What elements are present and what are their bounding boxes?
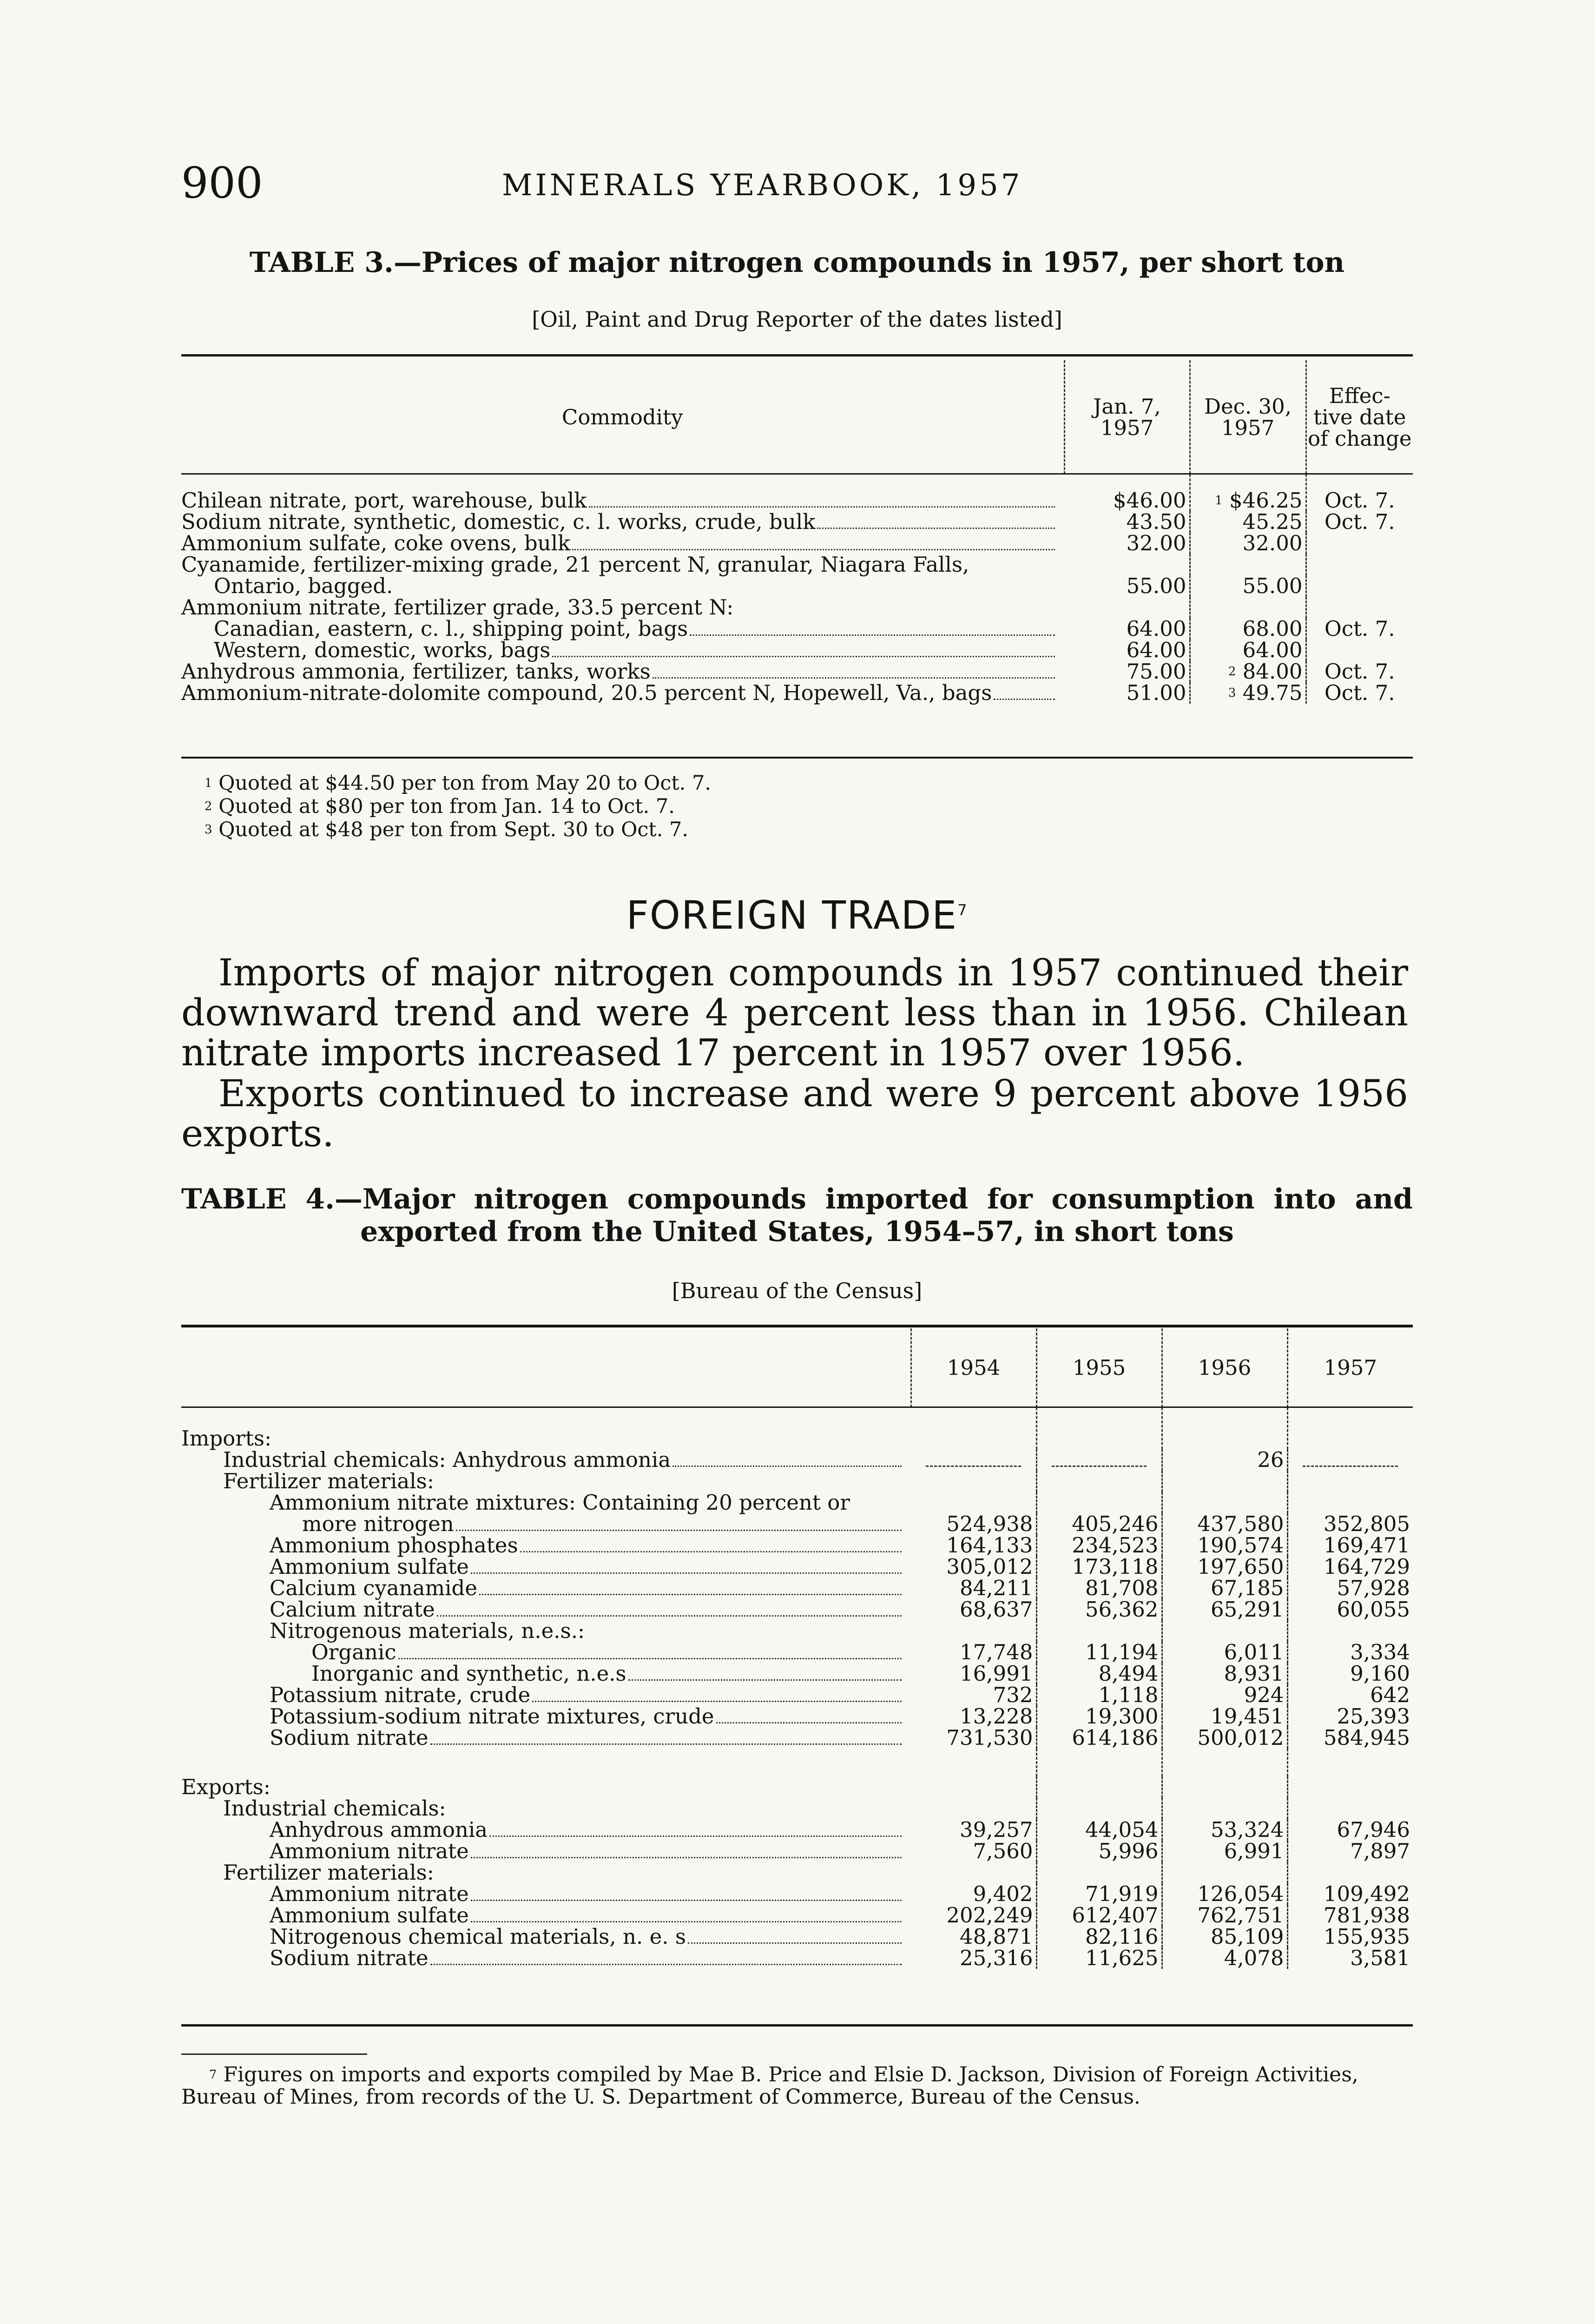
table4-value-1955: 81,708	[1036, 1578, 1162, 1599]
table4-row	[181, 1642, 1413, 1663]
table4-value-1955: 44,054	[1036, 1819, 1162, 1841]
table4-value-1955	[1036, 1471, 1162, 1492]
dot-leader	[479, 1594, 902, 1595]
table4-value-1954: 305,012	[911, 1556, 1036, 1578]
table4-value-1955: 11,625	[1036, 1948, 1162, 1969]
page-number: 900	[181, 158, 263, 208]
dot-leader	[688, 1942, 902, 1944]
table3-jan-value	[1064, 597, 1190, 618]
table4	[181, 1328, 1413, 1969]
table4-row	[181, 1449, 1413, 1471]
table4-value-1957	[1287, 1471, 1413, 1492]
table3-row-label: Sodium nitrate, synthetic, domestic, c. l. works, crude, bulk	[181, 511, 1064, 533]
dot-leader	[994, 699, 1055, 700]
section-heading-foreign-trade: FOREIGN TRADE$^7$	[626, 892, 968, 938]
table4-row-label	[181, 1749, 911, 1776]
table3-row	[181, 640, 1413, 661]
table3-jan-value	[1064, 554, 1190, 575]
table4-value-1954: 202,249	[911, 1905, 1036, 1926]
table3-col-commodity: Commodity	[181, 360, 1064, 474]
table4-row-label: Ammonium nitrate mixtures: Containing 20 percent or	[270, 1490, 850, 1515]
paragraph-exports: Exports continued to increase and were 9 percent above 1956 exports.	[181, 1072, 1408, 1155]
table3-footnotes	[204, 772, 711, 841]
table4-value-1954: 164,133	[911, 1535, 1036, 1556]
table4-col-1957: 1957	[1324, 1355, 1378, 1380]
table3-effective-date	[1306, 575, 1413, 597]
table4-value-1955: 614,186	[1036, 1727, 1162, 1749]
table3-title: TABLE 3.—Prices of major nitrogen compounds in 1957, per short ton	[249, 246, 1345, 279]
table4-value-1954	[911, 1449, 1036, 1471]
table4-value-1955	[1036, 1407, 1162, 1449]
table4-value-1957: 25,393	[1337, 1704, 1410, 1729]
table4-value-1957	[1287, 1407, 1413, 1449]
table4-row	[181, 1684, 1413, 1706]
dot-leader	[430, 1964, 902, 1965]
table4-value-1954: 84,211	[911, 1578, 1036, 1599]
table3-row	[181, 533, 1413, 554]
table3-jan-value: $46.00	[1064, 474, 1190, 511]
table4-row-label: Fertilizer materials:	[223, 1860, 434, 1885]
table3-source: [Oil, Paint and Drug Reporter of the dates listed]	[532, 307, 1062, 332]
table4-value-1956: 8,931	[1162, 1663, 1287, 1684]
dot-leader	[690, 634, 1055, 636]
table3-col-dec: Dec. 30, 1957	[1190, 360, 1306, 474]
table4-value-1954	[911, 1407, 1036, 1449]
table3-dec-value: 45.25	[1190, 511, 1306, 533]
footnote-separator	[181, 2053, 367, 2055]
table4-value-1954: 16,991	[911, 1663, 1036, 1684]
table3-row	[181, 682, 1413, 704]
table4-header-row	[181, 1328, 1413, 1407]
table4-value-1956: 85,109	[1162, 1926, 1287, 1948]
table4-row	[181, 1862, 1413, 1883]
table4-value-1954	[911, 1492, 1036, 1513]
table4-value-1956: 26	[1162, 1449, 1287, 1471]
table4-value-1957: 60,055	[1337, 1597, 1410, 1622]
table4-value-1957: 352,805	[1323, 1512, 1410, 1536]
table4-row-label: Nitrogenous materials, n.e.s.:	[270, 1618, 585, 1643]
table4-value-1956	[1162, 1862, 1287, 1883]
table3-jan-value: 75.00	[1064, 661, 1190, 682]
dot-leader	[489, 1835, 902, 1837]
table4-bottom-rule	[181, 2024, 1413, 2027]
table4-row	[181, 1407, 1413, 1449]
table4-value-1956: 437,580	[1162, 1513, 1287, 1535]
paragraph-imports: Imports of major nitrogen compounds in 1957 continued their downward trend and were 4 percent less than in 1956. Chilean nitrate imports increased 17 percent in 1957 over 1956.	[181, 951, 1408, 1074]
table4-value-1957: 9,160	[1350, 1661, 1410, 1686]
table4-value-1955: 19,300	[1036, 1706, 1162, 1727]
table3-jan-value: 64.00	[1064, 618, 1190, 640]
table3-effective-date	[1306, 640, 1413, 661]
table3-dec-value: 64.00	[1190, 640, 1306, 661]
table4-value-1955: 405,246	[1036, 1513, 1162, 1535]
dot-leader	[456, 1530, 902, 1531]
dot-leader	[398, 1658, 902, 1659]
table3-dec-value: 55.00	[1190, 575, 1306, 597]
table4-value-1954: 13,228	[911, 1706, 1036, 1727]
table4-value-1956	[1162, 1620, 1287, 1642]
empty-dash	[1052, 1466, 1147, 1467]
table4-value-1956: 762,751	[1162, 1905, 1287, 1926]
table4-row-label: Nitrogenous chemical materials, n. e. s	[181, 1926, 911, 1948]
table4-value-1954: 17,748	[911, 1642, 1036, 1663]
table4-source: [Bureau of the Census]	[672, 1278, 923, 1303]
table4-row-label: Exports:	[181, 1775, 270, 1799]
table3-row	[181, 511, 1413, 533]
table4-row	[181, 1841, 1413, 1862]
table4-row-label: Fertilizer materials:	[223, 1469, 434, 1493]
table4-row-label: Industrial chemicals:	[223, 1796, 446, 1821]
table4-value-1957	[1287, 1492, 1413, 1513]
table3-row	[181, 597, 1413, 618]
table4-row-label: Calcium nitrate	[181, 1599, 911, 1620]
table3-jan-value: 43.50	[1064, 511, 1190, 533]
footnote-7: $^7$ Figures on imports and exports compiled by Mae B. Price and Elsie D. Jackson, Division of Foreign Activities, Bureau of Mines, from records of the U. S. Department of Commerce, Bureau of the Census.	[181, 2063, 1358, 2109]
table4-value-1956: 197,650	[1162, 1556, 1287, 1578]
table4-row-label: Ammonium sulfate	[181, 1905, 911, 1926]
table4-value-1956: 4,078	[1162, 1948, 1287, 1969]
dot-leader	[672, 1466, 902, 1467]
table4-value-1954: 732	[911, 1684, 1036, 1706]
table4-row-label: Ammonium nitrate	[181, 1841, 911, 1862]
table4-value-1955	[1036, 1449, 1162, 1471]
table4-row	[181, 1513, 1413, 1535]
table4-value-1954: 731,530	[911, 1727, 1036, 1749]
table4-value-1955: 173,118	[1036, 1556, 1162, 1578]
dot-leader	[471, 1572, 902, 1574]
table3-dec-value	[1190, 554, 1306, 575]
table3-effective-date: Oct. 7.	[1324, 509, 1395, 534]
table3-footnote-1: $^1$ Quoted at $44.50 per ton from May 20 to Oct. 7.	[204, 772, 712, 795]
table3-bottom-rule	[181, 757, 1413, 759]
table3-footnote-2: $^2$ Quoted at $80 per ton from Jan. 14 to Oct. 7.	[204, 795, 675, 818]
table4-row	[181, 1706, 1413, 1727]
table3-body	[181, 474, 1413, 704]
table4-row	[181, 1727, 1413, 1749]
page-header	[181, 158, 1417, 214]
table3-row	[181, 661, 1413, 682]
dot-leader	[430, 1743, 902, 1745]
table4-value-1957: 109,492	[1323, 1882, 1410, 1906]
table4-value-1957: 3,581	[1350, 1946, 1410, 1970]
table4-value-1957: 7,897	[1350, 1839, 1410, 1863]
table4-row	[181, 1883, 1413, 1905]
running-title: MINERALS YEARBOOK, 1957	[502, 168, 1023, 203]
table3-header-row	[181, 360, 1413, 474]
table4-value-1955	[1036, 1749, 1162, 1776]
dot-leader	[471, 1900, 902, 1901]
table4-row	[181, 1948, 1413, 1969]
table3	[181, 360, 1413, 704]
table4-header-rule	[181, 1406, 1413, 1408]
table4-row-label: Ammonium sulfate	[181, 1556, 911, 1578]
table3-row-label: Ammonium sulfate, coke ovens, bulk	[181, 533, 1064, 554]
table4-value-1955: 234,523	[1036, 1535, 1162, 1556]
table4-value-1954: 48,871	[911, 1926, 1036, 1948]
table4-value-1954: 39,257	[911, 1819, 1036, 1841]
table4-value-1954: 7,560	[911, 1841, 1036, 1862]
table4-value-1957: 169,471	[1323, 1533, 1410, 1558]
table4-body	[181, 1407, 1413, 1969]
table4-value-1956: 19,451	[1162, 1706, 1287, 1727]
table3-row	[181, 618, 1413, 640]
table4-value-1956: 924	[1162, 1684, 1287, 1706]
table4-value-1955: 82,116	[1036, 1926, 1162, 1948]
table4-value-1957	[1287, 1449, 1413, 1471]
table4-row-label: Potassium-sodium nitrate mixtures, crude	[181, 1706, 911, 1727]
table3-footnote-3: $^3$ Quoted at $48 per ton from Sept. 30 to Oct. 7.	[204, 818, 689, 841]
table4-row-label: Sodium nitrate	[181, 1727, 911, 1749]
table3-effective-date: Oct. 7.	[1324, 680, 1395, 705]
table4-value-1957: 3,334	[1350, 1640, 1410, 1664]
table4-value-1955: 56,362	[1036, 1599, 1162, 1620]
dot-leader	[552, 656, 1055, 657]
dot-leader	[716, 1722, 902, 1723]
table4-row	[181, 1798, 1413, 1819]
table3-col-effective-date: Effec- tive date of change	[1308, 383, 1412, 451]
dot-leader	[437, 1615, 902, 1617]
table4-row	[181, 1578, 1413, 1599]
table4-value-1956: 190,574	[1162, 1535, 1287, 1556]
table3-dec-value: $^3$ 49.75	[1190, 682, 1306, 704]
table4-value-1956	[1162, 1798, 1287, 1819]
table3-row-label: Ontario, bagged.	[214, 574, 393, 598]
table3-dec-value	[1190, 597, 1306, 618]
table4-value-1957	[1287, 1776, 1413, 1798]
table4-row-label: Inorganic and synthetic, n.e.s	[181, 1663, 911, 1684]
table3-dec-value: 68.00	[1190, 618, 1306, 640]
table4-value-1957: 155,935	[1323, 1924, 1410, 1949]
table4-row-label: Organic	[181, 1642, 911, 1663]
dot-leader	[532, 1701, 902, 1702]
table4-top-rule	[181, 1325, 1413, 1327]
table4-row	[181, 1471, 1413, 1492]
table4-value-1956: 67,185	[1162, 1578, 1287, 1599]
table4-value-1954: 9,402	[911, 1883, 1036, 1905]
table4-value-1956: 53,324	[1162, 1819, 1287, 1841]
table3-row-label: Canadian, eastern, c. l., shipping point, bags	[181, 618, 1064, 640]
table4-value-1954: 68,637	[911, 1599, 1036, 1620]
table4-value-1957	[1287, 1862, 1413, 1883]
table4-value-1954	[911, 1471, 1036, 1492]
table3-row	[181, 474, 1413, 511]
table4-value-1956	[1162, 1471, 1287, 1492]
table4-row	[181, 1556, 1413, 1578]
table4-value-1956: 6,991	[1162, 1841, 1287, 1862]
table4-value-1956	[1162, 1492, 1287, 1513]
table3-row-label: Ammonium-nitrate-dolomite compound, 20.5 percent N, Hopewell, Va., bags	[181, 682, 1064, 704]
table4-row-label: Imports:	[181, 1426, 272, 1451]
table3-effective-date: Oct. 7.	[1324, 659, 1395, 684]
table4-row	[181, 1620, 1413, 1642]
table4-value-1955	[1036, 1776, 1162, 1798]
table4-row	[181, 1776, 1413, 1798]
table4-row	[181, 1492, 1413, 1513]
table4-value-1955	[1036, 1492, 1162, 1513]
empty-dash	[926, 1466, 1021, 1467]
table3-effective-date: Oct. 7.	[1324, 616, 1395, 641]
empty-dash	[1303, 1466, 1398, 1467]
table4-value-1957: 584,945	[1323, 1725, 1410, 1750]
table4-value-1954: 25,316	[911, 1948, 1036, 1969]
table3-row-label: Chilean nitrate, port, warehouse, bulk	[181, 474, 1064, 511]
table3-effective-date	[1306, 597, 1413, 618]
dot-leader	[471, 1857, 902, 1858]
table4-value-1957: 67,946	[1337, 1817, 1410, 1842]
dot-leader	[471, 1921, 902, 1922]
table4-col-1955: 1955	[1036, 1328, 1162, 1407]
table4-row-label: more nitrogen	[181, 1513, 911, 1535]
table4-value-1954	[911, 1862, 1036, 1883]
table4-row	[181, 1599, 1413, 1620]
table3-jan-value: 32.00	[1064, 533, 1190, 554]
table3-jan-value: 51.00	[1064, 682, 1190, 704]
table3-effective-date: Oct. 7.	[1324, 488, 1395, 513]
table4-row	[181, 1819, 1413, 1841]
table4-value-1956	[1162, 1407, 1287, 1449]
table4-value-1955	[1036, 1862, 1162, 1883]
table4-col-stub	[181, 1328, 911, 1407]
table3-jan-value: 55.00	[1064, 575, 1190, 597]
table3-row-label: Ammonium nitrate, fertilizer grade, 33.5 percent N:	[181, 595, 734, 620]
dot-leader	[628, 1679, 902, 1681]
table4-value-1957	[1287, 1620, 1413, 1642]
table4-value-1956: 65,291	[1162, 1599, 1287, 1620]
table3-col-jan: Jan. 7, 1957	[1064, 360, 1190, 474]
table4-value-1955: 71,919	[1036, 1883, 1162, 1905]
table4-row-label: Anhydrous ammonia	[181, 1819, 911, 1841]
dot-leader	[589, 506, 1055, 508]
table3-header-rule	[181, 473, 1413, 475]
table3-dec-value: $^2$ 84.00	[1190, 661, 1306, 682]
table4-value-1955	[1036, 1798, 1162, 1819]
table4-col-1956: 1956	[1162, 1328, 1287, 1407]
table4-value-1956	[1162, 1776, 1287, 1798]
table4-value-1956	[1162, 1749, 1287, 1776]
table4-value-1957: 57,928	[1337, 1576, 1410, 1600]
table3-dec-value: 32.00	[1190, 533, 1306, 554]
table3-dec-value: $^1$ $46.25	[1190, 474, 1306, 511]
table3-row	[181, 554, 1413, 575]
table4-value-1957: 164,729	[1323, 1554, 1410, 1579]
table4-row	[181, 1663, 1413, 1684]
table4-col-1954: 1954	[911, 1328, 1036, 1407]
table4-value-1954: 524,938	[911, 1513, 1036, 1535]
table3-row-label: Cyanamide, fertilizer-mixing grade, 21 percent N, granular, Niagara Falls,	[181, 552, 969, 577]
table4-row-label: Ammonium nitrate	[181, 1883, 911, 1905]
table4-value-1954	[911, 1620, 1036, 1642]
table4-value-1957	[1287, 1798, 1413, 1819]
table4-row	[181, 1926, 1413, 1948]
table4-value-1955: 8,494	[1036, 1663, 1162, 1684]
table4-value-1956: 500,012	[1162, 1727, 1287, 1749]
table4-row-label: Calcium cyanamide	[181, 1578, 911, 1599]
table4-value-1955: 1,118	[1036, 1684, 1162, 1706]
table4-value-1954	[911, 1749, 1036, 1776]
table4-title: TABLE 4.—Major nitrogen compounds imported for consumption into and exported from the United States, 1954–57, in short tons	[181, 1183, 1413, 1248]
table3-jan-value: 64.00	[1064, 640, 1190, 661]
dot-leader	[520, 1551, 902, 1552]
dot-leader	[817, 528, 1055, 529]
table4-value-1954	[911, 1776, 1036, 1798]
table4-row	[181, 1905, 1413, 1926]
table4-value-1956: 6,011	[1162, 1642, 1287, 1663]
table3-row-label: Anhydrous ammonia, fertilizer, tanks, works	[181, 661, 1064, 682]
table4-row-label: Industrial chemicals: Anhydrous ammonia	[181, 1449, 911, 1471]
table4-row-label: Potassium nitrate, crude	[181, 1684, 911, 1706]
table3-top-rule	[181, 354, 1413, 357]
table3-row-label: Western, domestic, works, bags	[181, 640, 1064, 661]
table4-value-1955: 5,996	[1036, 1841, 1162, 1862]
table4-value-1957	[1287, 1749, 1413, 1776]
table4-value-1955: 612,407	[1036, 1905, 1162, 1926]
table3-effective-date	[1306, 533, 1413, 554]
table4-value-1957: 642	[1370, 1683, 1410, 1707]
table4-value-1956: 126,054	[1162, 1883, 1287, 1905]
dot-leader	[652, 677, 1055, 679]
table4-value-1955	[1036, 1620, 1162, 1642]
table4-value-1954	[911, 1798, 1036, 1819]
table4-row-label: Sodium nitrate	[181, 1948, 911, 1969]
table4-value-1957: 781,938	[1323, 1903, 1410, 1928]
table4-row	[181, 1749, 1413, 1776]
table4-row	[181, 1535, 1413, 1556]
table3-effective-date	[1306, 554, 1413, 575]
table4-value-1955: 11,194	[1036, 1642, 1162, 1663]
table3-row	[181, 575, 1413, 597]
dot-leader	[572, 549, 1055, 550]
table4-row-label: Ammonium phosphates	[181, 1535, 911, 1556]
